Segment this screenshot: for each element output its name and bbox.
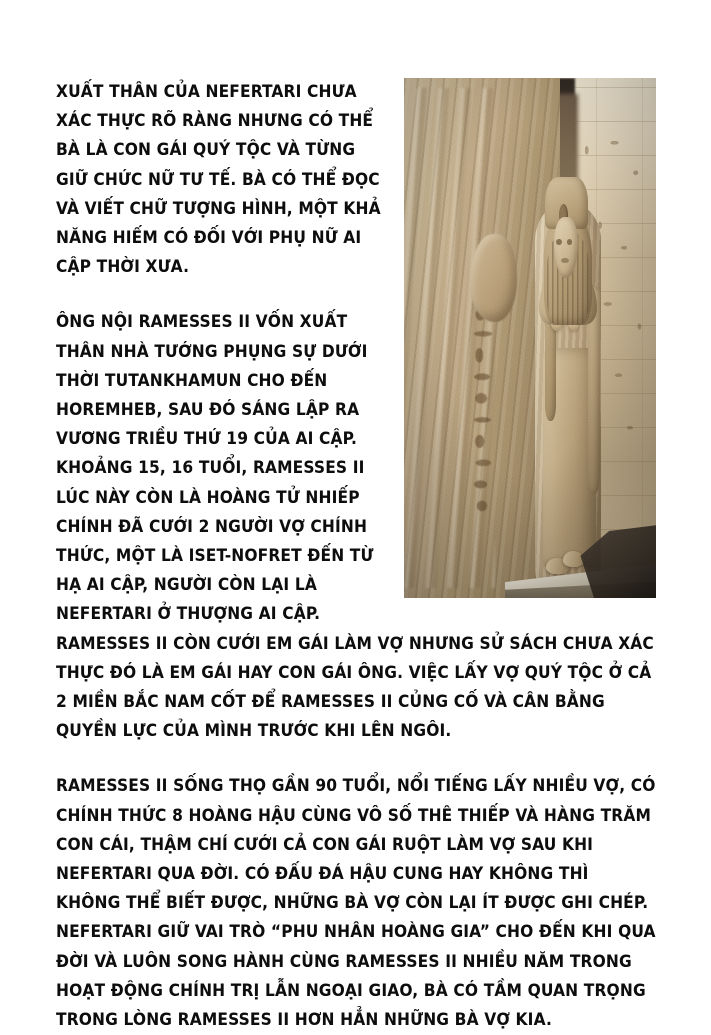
paragraph-nefertari-origin: XUẤT THÂN CỦA NEFERTARI CHƯA XÁC THỰC RÕ RÀNG NHƯNG CÓ THỂ BÀ LÀ CON GÁI QUÝ TỘC VÀ TỪNG GIỮ CHỨC NỮ TƯ TẾ. BÀ CÓ THỂ ĐỌC VÀ VIẾT CHỮ TƯỢNG HÌNH, MỘT KHẢ NĂNG HIẾM CÓ ĐỐI VỚI PHỤ NỮ AI CẬP THỜI XƯA. bbox=[56, 82, 381, 278]
nefertari-statue-figure bbox=[404, 78, 656, 598]
paragraph-ramesses-lineage: ÔNG NỘI RAMESSES II VỐN XUẤT THÂN NHÀ TƯỚNG PHỤNG SỰ DƯỚI THỜI TUTANKHAMUN CHO ĐẾN HOREMHEB, SAU ĐÓ SÁNG LẬP RA VƯƠNG TRIỀU THỨ 19 CỦA AI CẬP. KHOẢNG 15, 16 TUỔI, RAMESSES II LÚC NÀY CÒN LÀ HOÀNG TỬ NHIẾP CHÍNH ĐÃ CƯỚI 2 NGƯỜI VỢ CHÍNH THỨC, MỘT LÀ ISET-NOFRET ĐẾN TỪ HẠ AI CẬP, NGƯỜI CÒN LẠI LÀ NEFERTARI Ở THƯỢNG AI CẬP. RAMESSES II CÒN CƯỚI EM GÁI LÀM VỢ NHƯNG SỬ SÁCH CHƯA XÁC THỰC ĐÓ LÀ EM GÁI HAY CON GÁI ÔNG. VIỆC LẤY VỢ QUÝ TỘC Ở CẢ 2 MIỀN BẮC NAM CỐT ĐỂ RAMESSES II CỦNG CỐ VÀ CÂN BẰNG QUYỀN LỰC CỦA MÌNH TRƯỚC KHI LÊN NGÔI. bbox=[56, 312, 654, 742]
nefertari-statue-photo bbox=[404, 78, 656, 598]
paragraph-ramesses-wives: RAMESSES II SỐNG THỌ GẦN 90 TUỔI, NỔI TIẾNG LẤY NHIỀU VỢ, CÓ CHÍNH THỨC 8 HOÀNG HẬU CÙNG VÔ SỐ THÊ THIẾP VÀ HÀNG TRĂM CON CÁI, THẬM CHÍ CƯỚI CẢ CON GÁI RUỘT LÀM VỢ SAU KHI NEFERTARI QUA ĐỜI. CÓ ĐẤU ĐÁ HẬU CUNG HAY KHÔNG THÌ KHÔNG THỂ BIẾT ĐƯỢC, NHỮNG BÀ VỢ CÒN LẠI ÍT ĐƯỢC GHI CHÉP. NEFERTARI GIỮ VAI TRÒ “PHU NHÂN HOÀNG GIA” CHO ĐẾN KHI QUA ĐỜI VÀ LUÔN SONG HÀNH CÙNG RAMESSES II NHIỀU NĂM TRONG HOẠT ĐỘNG CHÍNH TRỊ LẪN NGOẠI GIAO, BÀ CÓ TẦM QUAN TRỌNG TRONG LÒNG RAMESSES II HƠN HẲN NHỮNG BÀ VỢ KIA. bbox=[56, 776, 656, 1031]
photo-vignette bbox=[404, 78, 656, 598]
article-body bbox=[56, 78, 656, 1035]
